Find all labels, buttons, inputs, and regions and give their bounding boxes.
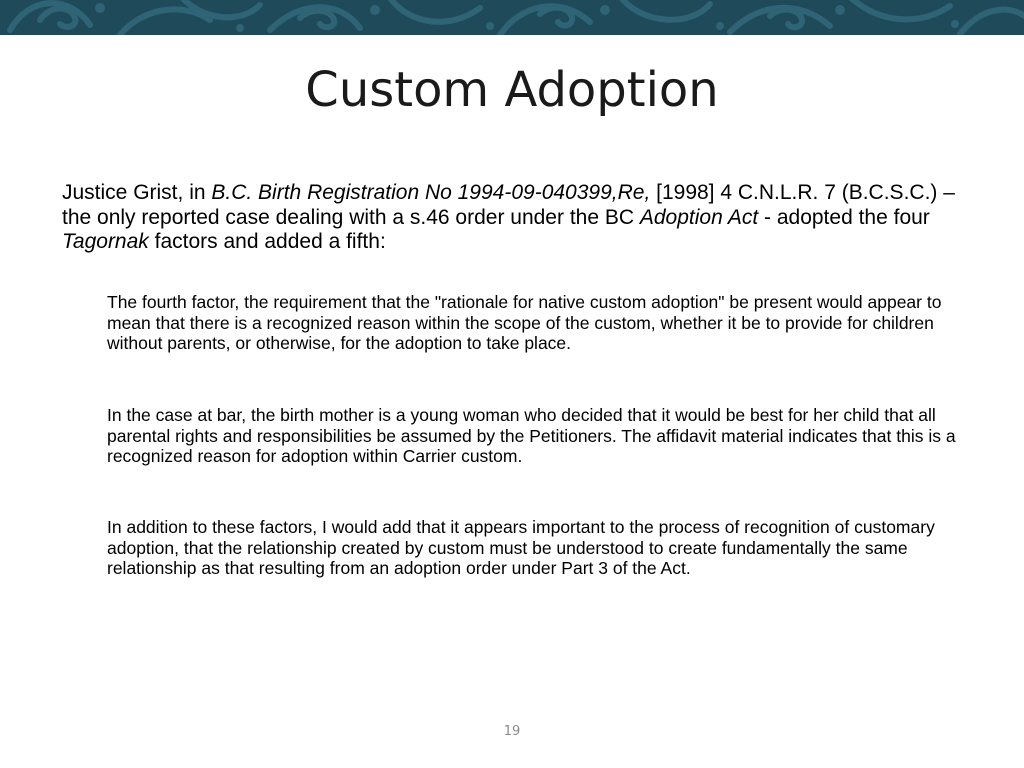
act-name: Adoption Act bbox=[639, 205, 759, 229]
banner-pattern-icon bbox=[0, 0, 1024, 35]
tagornak-name: Tagornak bbox=[62, 230, 149, 253]
quote-paragraph-3: In addition to these factors, I would add that it appears important to the process of recognition of customary adoption, that the relationship created by custom must be understood to create fundamentally the same relationship as that resulting from an adoption order under Part 3 of the Act. bbox=[107, 517, 935, 579]
intro-text-4: factors and added a fifth: bbox=[148, 230, 386, 253]
intro-text-3: - adopted the four bbox=[758, 205, 930, 229]
slide-title: Custom Adoption bbox=[305, 62, 719, 118]
intro-text-2: [1998] 4 C.N.L.R. 7 (B.C.S.C.) – the only reported case dealing with a s.46 order under the BC bbox=[62, 181, 955, 229]
quote-paragraph-1: The fourth factor, the requirement that the "rationale for native custom adoption" be present would appear to mean that there is a recognized reason within the scope of the custom, whether it be to provide for children without parents, or otherwise, for the adoption to take place. bbox=[107, 292, 942, 354]
intro-paragraph bbox=[62, 181, 962, 255]
quote-paragraph-2: In the case at bar, the birth mother is a young woman who decided that it would be best for her child that all parental rights and responsibilities be assumed by the Petitioners. The affidavit material indicates that this is a recognized reason for adoption within Carrier custom. bbox=[107, 405, 956, 467]
decorative-banner bbox=[0, 0, 1024, 35]
page-number: 19 bbox=[503, 724, 521, 739]
intro-text-1: Justice Grist, in bbox=[62, 181, 212, 204]
case-name: B.C. Birth Registration No 1994-09-040399,Re, bbox=[211, 181, 651, 204]
